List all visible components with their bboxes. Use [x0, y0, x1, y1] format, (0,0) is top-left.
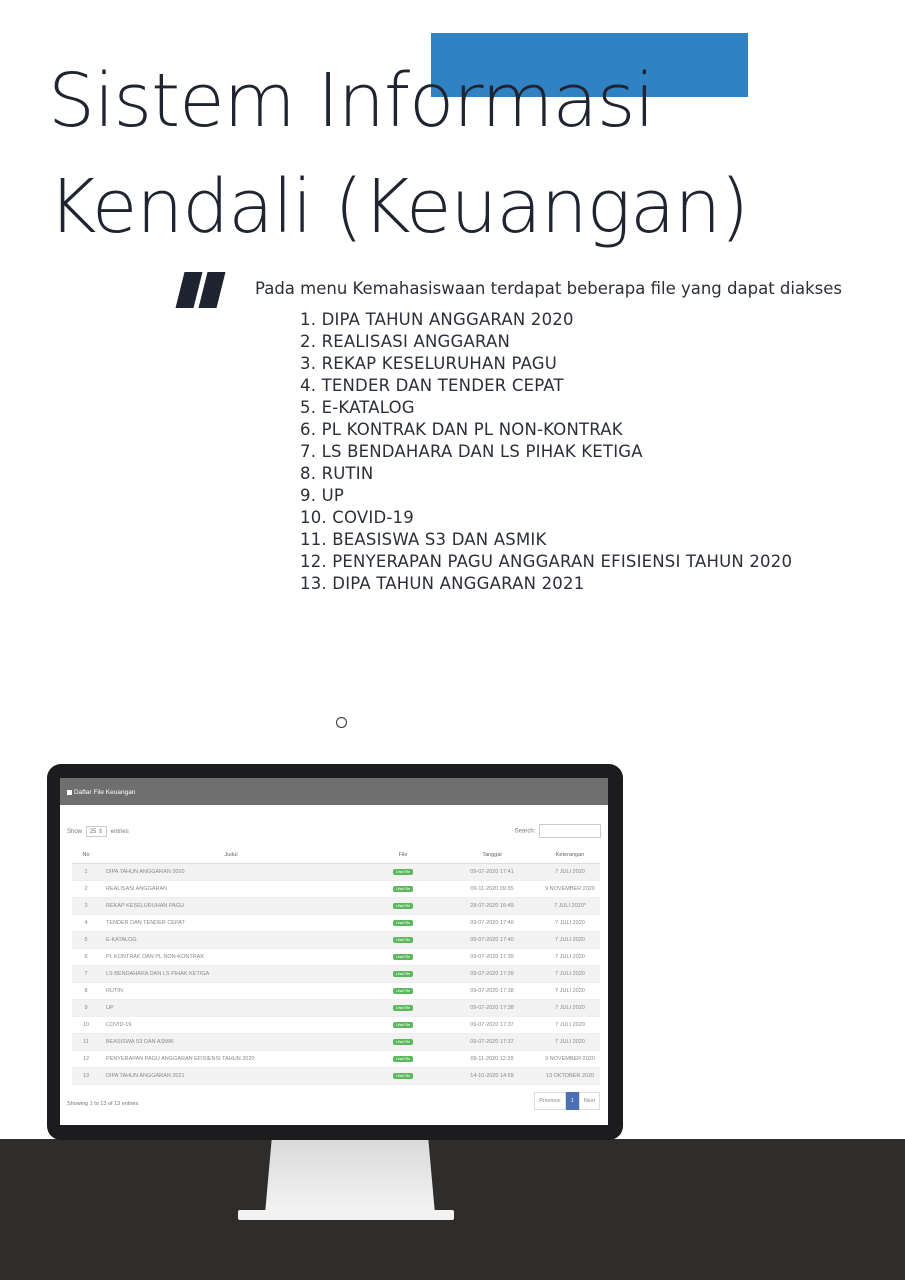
view-file-button[interactable]: Lihat File [393, 937, 413, 943]
row-date: 09-07-2020 17:39 [444, 965, 540, 982]
menu-list [300, 309, 792, 595]
row-file [362, 1050, 444, 1067]
search-label: Search: [514, 828, 536, 835]
row-title: BEASISWA S3 DAN ASMIK [100, 1033, 362, 1050]
row-note: 9 NOVEMBER 2020 [540, 880, 600, 897]
row-number: 3 [72, 897, 100, 914]
length-control [67, 826, 129, 837]
row-date: 09-07-2020 17:37 [444, 1033, 540, 1050]
row-date: 09-07-2020 17:37 [444, 1016, 540, 1033]
row-title: REALISASI ANGGARAN [100, 880, 362, 897]
view-file-button[interactable]: Lihat File [393, 1039, 413, 1045]
table-row [72, 931, 600, 948]
row-title: PENYERAPAN PAGU ANGGARAN EFISIENSI TAHUN 2020 [100, 1050, 362, 1067]
row-note: 7 JULI 2020 [540, 863, 600, 880]
menu-list-item: 1. DIPA TAHUN ANGGARAN 2020 [300, 310, 574, 329]
row-file [362, 1067, 444, 1084]
row-date: 09-07-2020 17:38 [444, 982, 540, 999]
view-file-button[interactable]: Lihat File [393, 920, 413, 926]
row-number: 12 [72, 1050, 100, 1067]
row-note: 13 OKTOBER 2020 [540, 1067, 600, 1084]
next-button[interactable]: Next [579, 1092, 600, 1110]
menu-list-item: 11. BEASISWA S3 DAN ASMIK [300, 530, 547, 549]
menu-list-item: 3. REKAP KESELURUHAN PAGU [300, 354, 558, 373]
circle-bullet-icon [336, 717, 347, 728]
panel-header [60, 778, 608, 805]
row-date: 09-07-2020 17:40 [444, 914, 540, 931]
row-number: 10 [72, 1016, 100, 1033]
table-row [72, 897, 600, 914]
row-note: 7 JULI 2020 [540, 999, 600, 1016]
menu-list-item: 13. DIPA TAHUN ANGGARAN 2021 [300, 574, 585, 593]
row-number: 6 [72, 948, 100, 965]
row-file [362, 982, 444, 999]
row-file [362, 914, 444, 931]
row-file [362, 999, 444, 1016]
column-header[interactable]: No [72, 847, 100, 863]
entries-label: entries [110, 828, 129, 835]
view-file-button[interactable]: Lihat File [393, 1056, 413, 1062]
row-number: 9 [72, 999, 100, 1016]
row-date: 09-11-2020 12:28 [444, 1050, 540, 1067]
row-file [362, 948, 444, 965]
row-file [362, 897, 444, 914]
view-file-button[interactable]: Lihat File [393, 886, 413, 892]
row-date: 09-07-2020 17:38 [444, 999, 540, 1016]
panel-title: Daftar File Keuangan [74, 789, 136, 796]
table-row [72, 880, 600, 897]
entries-select[interactable]: 25 ⇕ [86, 826, 107, 837]
table-header-row [72, 847, 600, 863]
view-file-button[interactable]: Lihat File [393, 903, 413, 909]
table-row [72, 948, 600, 965]
row-note: 7 JULI 2020 [540, 1016, 600, 1033]
row-title: COVID-19 [100, 1016, 362, 1033]
row-title: PL KONTRAK DAN PL NON-KONTRAK [100, 948, 362, 965]
row-file [362, 1033, 444, 1050]
row-title: RUTIN [100, 982, 362, 999]
column-header[interactable]: Judul [100, 847, 362, 863]
row-number: 4 [72, 914, 100, 931]
menu-list-item: 7. LS BENDAHARA DAN LS PIHAK KETIGA [300, 442, 643, 461]
title-line-2: Kendali (Keuangan) [48, 164, 749, 250]
row-number: 7 [72, 965, 100, 982]
table-row [72, 1050, 600, 1067]
row-note: 7 JULI 2020 [540, 1033, 600, 1050]
row-date: 09-11-2020 09:35 [444, 880, 540, 897]
row-number: 11 [72, 1033, 100, 1050]
table-row [72, 999, 600, 1016]
menu-list-item: 10. COVID-19 [300, 508, 414, 527]
menu-list-item: 9. UP [300, 486, 345, 505]
row-file [362, 1016, 444, 1033]
title-line-1: Sistem Informasi [48, 58, 654, 144]
pagination [534, 1092, 600, 1110]
list-icon [67, 790, 72, 795]
row-note: 7 JULI 2020 [540, 982, 600, 999]
row-date: 09-07-2020 17:39 [444, 948, 540, 965]
view-file-button[interactable]: Lihat File [393, 1022, 413, 1028]
menu-list-item: 4. TENDER DAN TENDER CEPAT [300, 376, 564, 395]
row-number: 13 [72, 1067, 100, 1084]
menu-list-item: 2. REALISASI ANGGARAN [300, 332, 510, 351]
show-label: Show [67, 828, 83, 835]
row-file [362, 880, 444, 897]
row-note: 9 NOVEMBER 2020 [540, 1050, 600, 1067]
files-table [72, 847, 600, 1085]
monitor-screen [60, 778, 608, 1125]
row-file [362, 931, 444, 948]
menu-list-item: 12. PENYERAPAN PAGU ANGGARAN EFISIENSI TAHUN 2020 [300, 552, 793, 571]
column-header[interactable]: Tanggal [444, 847, 540, 863]
page-1-button[interactable]: 1 [566, 1092, 579, 1110]
table-info: Showing 1 to 13 of 13 entries [67, 1101, 139, 1107]
table-row [72, 982, 600, 999]
row-number: 5 [72, 931, 100, 948]
row-note: 7 JULI 2020* [540, 897, 600, 914]
row-title: DIPA TAHUN ANGGARAN 2021 [100, 1067, 362, 1084]
row-note: 7 JULI 2020 [540, 914, 600, 931]
column-header[interactable]: Keterangan [540, 847, 600, 863]
table-row [72, 1033, 600, 1050]
column-header[interactable]: File [362, 847, 444, 863]
row-title: E-KATALOG [100, 931, 362, 948]
row-number: 1 [72, 863, 100, 880]
view-file-button[interactable]: Lihat File [393, 954, 413, 960]
table-row [72, 863, 600, 880]
view-file-button[interactable]: Lihat File [393, 971, 413, 977]
row-title: REKAP KESELURUHAN PAGU [100, 897, 362, 914]
previous-button[interactable]: Previous [534, 1092, 565, 1110]
row-title: UP [100, 999, 362, 1016]
search-control [515, 824, 601, 838]
row-number: 8 [72, 982, 100, 999]
table-row [72, 1016, 600, 1033]
search-input[interactable] [539, 824, 601, 838]
view-file-button[interactable]: Lihat File [393, 1073, 413, 1079]
view-file-button[interactable]: Lihat File [393, 1005, 413, 1011]
table-controls [67, 824, 601, 838]
row-note: 7 JULI 2020 [540, 948, 600, 965]
table-row [72, 965, 600, 982]
table-row [72, 914, 600, 931]
view-file-button[interactable]: Lihat File [393, 869, 413, 875]
row-title: DIPA TAHUN ANGGARAN 2020 [100, 863, 362, 880]
monitor-stand [265, 1138, 435, 1214]
intro-text: Pada menu Kemahasiswaan terdapat beberapa file yang dapat diakses [255, 279, 842, 298]
table-row [72, 1067, 600, 1084]
quote-icon [174, 262, 226, 310]
row-date: 09-07-2020 17:40 [444, 931, 540, 948]
menu-list-item: 5. E-KATALOG [300, 398, 415, 417]
row-date: 14-10-2020 14:59 [444, 1067, 540, 1084]
row-file [362, 965, 444, 982]
menu-list-item: 6. PL KONTRAK DAN PL NON-KONTRAK [300, 420, 623, 439]
monitor-stand-base [238, 1210, 454, 1220]
row-date: 09-07-2020 17:41 [444, 863, 540, 880]
row-date: 28-07-2020 16:49 [444, 897, 540, 914]
row-file [362, 863, 444, 880]
menu-list-item: 8. RUTIN [300, 464, 374, 483]
row-number: 2 [72, 880, 100, 897]
page-title [48, 48, 748, 260]
row-title: LS BENDAHARA DAN LS PIHAK KETIGA [100, 965, 362, 982]
row-note: 7 JULI 2020 [540, 931, 600, 948]
row-note: 7 JULI 2020 [540, 965, 600, 982]
row-title: TENDER DAN TENDER CEPAT [100, 914, 362, 931]
view-file-button[interactable]: Lihat File [393, 988, 413, 994]
table-body [72, 863, 600, 1084]
